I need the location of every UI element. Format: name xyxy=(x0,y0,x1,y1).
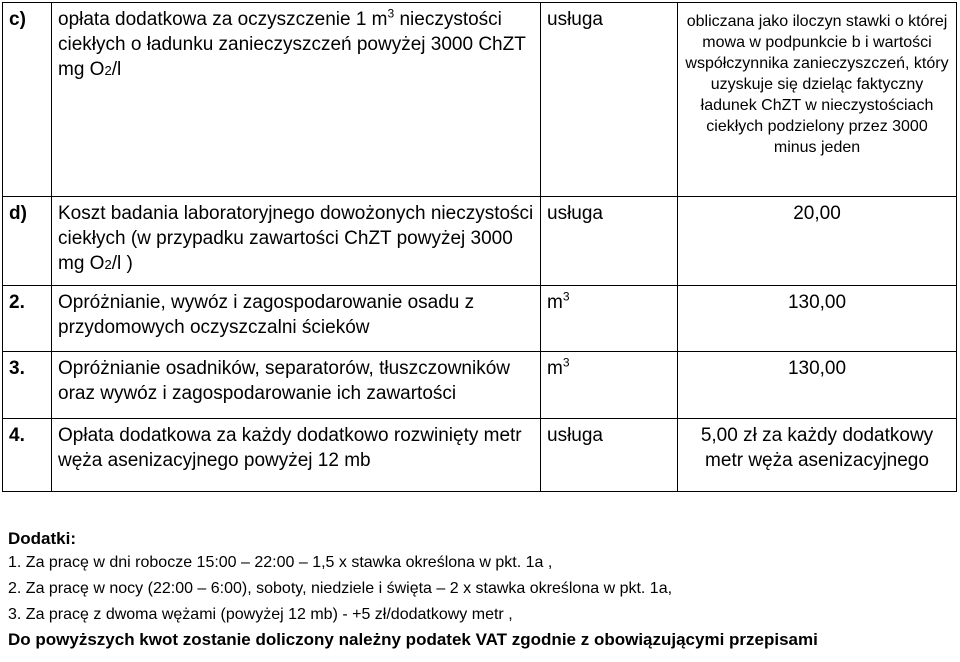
row-label: 2. xyxy=(3,286,52,352)
note-item: 2. Za pracę w nocy (22:00 – 6:00), soboty, niedziele i święta – 2 x stawka określona w pkt. 1a, xyxy=(8,580,673,597)
row-unit: usługa xyxy=(541,3,678,197)
row-description: Opróżnianie osadników, separatorów, tłuszczowników oraz wywóz i zagospodarowanie ich zawartości xyxy=(52,352,541,419)
row-description: Opłata dodatkowa za każdy dodatkowo rozwinięty metr węża asenizacyjnego powyżej 12 mb xyxy=(52,419,541,492)
row-description: opłata dodatkowa za oczyszczenie 1 $m^3$ nieczystości ciekłych o ładunku zanieczyszczeń powyżej 3000 ChZT mg O2/l xyxy=(52,3,541,197)
table-row xyxy=(3,3,957,197)
row-description: Koszt badania laboratoryjnego dowożonych nieczystości ciekłych (w przypadku zawartości ChZT powyżej 3000 mg O2/l ) xyxy=(52,197,541,286)
row-label: d) xyxy=(3,197,52,286)
note-item: 3. Za pracę z dwoma wężami (powyżej 12 mb) - +5 zł/dodatkowy metr , xyxy=(8,606,513,623)
notes-title: Dodatki: xyxy=(8,529,76,548)
row-unit: $m^3$ xyxy=(541,286,678,352)
row-price: 5,00 zł za każdy dodatkowy metr węża asenizacyjnego xyxy=(678,419,957,492)
table-row xyxy=(3,419,957,492)
price-table xyxy=(2,2,957,492)
vat-notice: Do powyższych kwot zostanie doliczony należny podatek VAT zgodnie z obowiązującymi przepisami xyxy=(8,630,818,649)
table-row xyxy=(3,352,957,419)
row-price: obliczana jako iloczyn stawki o której mowa w podpunkcie b i wartości współczynnika zanieczyszczeń, który uzyskuje się dzieląc faktyczny ładunek ChZT w nieczystościach ciekłych podzielony przez 3000 minus jeden xyxy=(678,3,957,197)
row-unit: $m^3$ xyxy=(541,352,678,419)
row-description: Opróżnianie, wywóz i zagospodarowanie osadu z przydomowych oczyszczalni ścieków xyxy=(52,286,541,352)
row-price: 20,00 xyxy=(678,197,957,286)
table-row xyxy=(3,197,957,286)
table-row xyxy=(3,286,957,352)
row-label: c) xyxy=(3,3,52,197)
row-label: 4. xyxy=(3,419,52,492)
row-label: 3. xyxy=(3,352,52,419)
row-unit: usługa xyxy=(541,197,678,286)
row-price: 130,00 xyxy=(678,286,957,352)
row-unit: usługa xyxy=(541,419,678,492)
row-price: 130,00 xyxy=(678,352,957,419)
note-item: 1. Za pracę w dni robocze 15:00 – 22:00 – 1,5 x stawka określona w pkt. 1a , xyxy=(8,554,553,571)
notes-section xyxy=(8,528,953,652)
